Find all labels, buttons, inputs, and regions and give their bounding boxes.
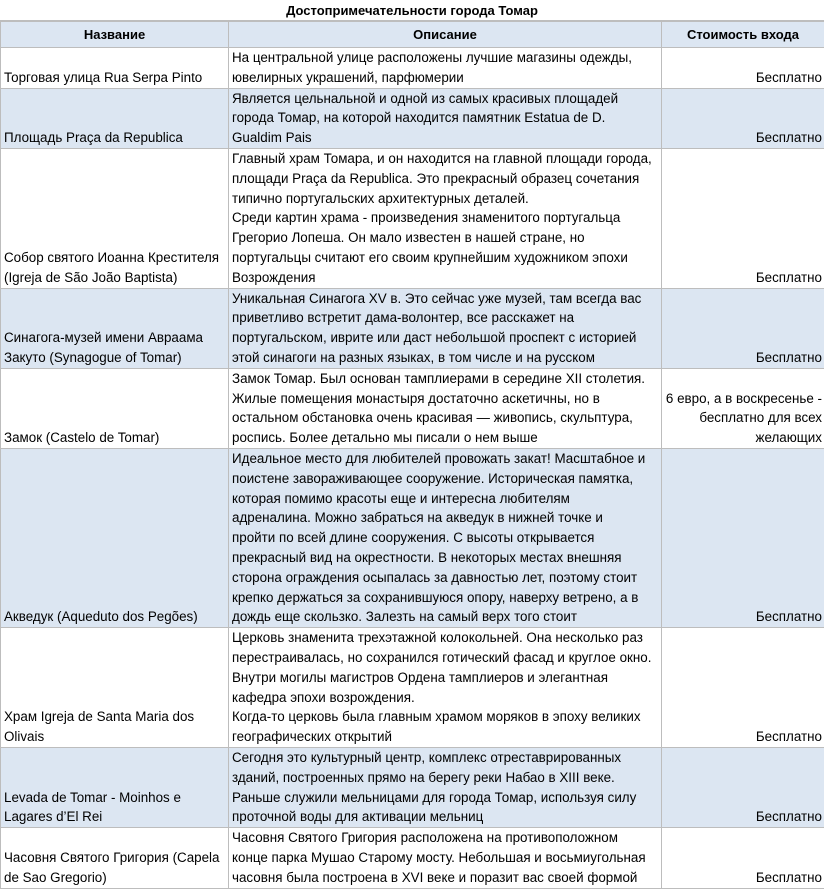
- name-line: Акведук (Aqueduto dos Pegões): [4, 607, 226, 627]
- desc-line: Является цельнальной и одной из самых красивых площадей: [232, 89, 659, 109]
- desc-line: пройти по всей длине сооружения. С высоты открывается: [232, 528, 659, 548]
- attraction-description-cell[interactable]: [229, 448, 662, 627]
- attraction-price-cell[interactable]: [662, 448, 824, 627]
- desc-line: города Томар, на которой находится памятник Estatua de D.: [232, 108, 659, 128]
- desc-line: ювелирных украшений, парфюмерии: [232, 68, 659, 88]
- attraction-description-cell[interactable]: [229, 88, 662, 148]
- name-line: Замок (Castelo de Tomar): [4, 428, 226, 448]
- desc-line: Возрождения: [232, 268, 659, 288]
- desc-line: поистене завораживающее сооружение. Историческая памятка,: [232, 469, 659, 489]
- price-line: Бесплатно: [665, 807, 822, 827]
- attraction-name-cell[interactable]: [1, 448, 229, 627]
- table-row: [1, 48, 824, 89]
- desc-line: португальцы считают его своим крупнейшим художником эпохи: [232, 248, 659, 268]
- desc-line: проточной воды для активации мельниц: [232, 807, 659, 827]
- desc-line: конце парка Мушао Старому мосту. Небольшая и восьмиугольная: [232, 848, 659, 868]
- attraction-price-cell[interactable]: [662, 828, 824, 888]
- column-header-description[interactable]: Описание: [229, 22, 662, 48]
- price-line: Бесплатно: [665, 128, 822, 148]
- attraction-name-cell[interactable]: [1, 828, 229, 888]
- desc-line: Жилые помещения монастыря достаточно аскетичны, но в: [232, 389, 659, 409]
- table-row: [1, 448, 824, 627]
- attraction-price-cell[interactable]: [662, 148, 824, 288]
- desc-line: прекрасный вид на окрестности. В некоторых местах внешняя: [232, 548, 659, 568]
- price-line: Бесплатно: [665, 268, 822, 288]
- desc-line: площади Praça da Republica. Это прекрасный образец сочетания: [232, 169, 659, 189]
- header-row: [1, 22, 824, 48]
- table-row: [1, 747, 824, 827]
- table-row: [1, 368, 824, 448]
- attraction-description-cell[interactable]: [229, 747, 662, 827]
- attractions-table: [0, 21, 824, 889]
- table-row: [1, 288, 824, 368]
- price-line: Бесплатно: [665, 348, 822, 368]
- desc-line: географических открытий: [232, 727, 659, 747]
- desc-line: сторона ограждения осыпалась за давностью лет, поэтому стоит: [232, 568, 659, 588]
- sheet-title: Достопримечательности города Томар: [0, 0, 824, 21]
- desc-line: этой синагоги на разных языках, в том числе и на русском: [232, 348, 659, 368]
- desc-line: часовня была построена в XVI веке и поразит вас своей формой: [232, 868, 659, 888]
- name-line: Синагога-музей имени Авраама: [4, 328, 226, 348]
- attraction-name-cell[interactable]: [1, 88, 229, 148]
- attraction-price-cell[interactable]: [662, 628, 824, 748]
- desc-line: Церковь знаменита трехэтажной колокольней. Она несколько раз: [232, 628, 659, 648]
- desc-line: Часовня Святого Григория расположена на противоположном: [232, 828, 659, 848]
- attraction-description-cell[interactable]: [229, 48, 662, 89]
- desc-line: типично португальских архитектурных деталей.: [232, 189, 659, 209]
- table-row: [1, 148, 824, 288]
- name-line: Lagares d’El Rei: [4, 807, 226, 827]
- price-line: желающих: [665, 428, 822, 448]
- name-line: Levada de Tomar - Moinhos e: [4, 788, 226, 808]
- desc-line: крепко держаться за сохранившуюся опору, наверху ветрено, а в: [232, 588, 659, 608]
- price-line: 6 евро, а в воскресенье -: [665, 389, 822, 409]
- price-line: бесплатно для всех: [665, 408, 822, 428]
- desc-line: Раньше служили мельницами для города Томар, используя силу: [232, 788, 659, 808]
- attraction-name-cell[interactable]: [1, 747, 229, 827]
- attraction-price-cell[interactable]: [662, 88, 824, 148]
- desc-line: Внутри могилы магистров Ордена тамплиеров и элегантная: [232, 668, 659, 688]
- attraction-price-cell[interactable]: [662, 747, 824, 827]
- attraction-price-cell[interactable]: [662, 288, 824, 368]
- name-line: Собор святого Иоанна Крестителя: [4, 248, 226, 268]
- desc-line: остальном обстановка очень красивая — живопись, скульптура,: [232, 408, 659, 428]
- attraction-description-cell[interactable]: [229, 288, 662, 368]
- attraction-name-cell[interactable]: [1, 628, 229, 748]
- attraction-name-cell[interactable]: [1, 288, 229, 368]
- desc-line: Идеальное место для любителей провожать закат! Масштабное и: [232, 449, 659, 469]
- name-line: Olivais: [4, 727, 226, 747]
- desc-line: Замок Томар. Был основан тамплиерами в середине XII столетия.: [232, 369, 659, 389]
- attraction-description-cell[interactable]: [229, 628, 662, 748]
- name-line: Часовня Святого Григория (Capela: [4, 848, 226, 868]
- desc-line: Уникальная Синагога XV в. Это сейчас уже музей, там всегда вас: [232, 289, 659, 309]
- desc-line: приветливо встретит дама-волонтер, все расскажет на: [232, 308, 659, 328]
- attraction-name-cell[interactable]: [1, 148, 229, 288]
- name-line: (Igreja de São João Baptista): [4, 268, 226, 288]
- column-header-name[interactable]: Название: [1, 22, 229, 48]
- attraction-description-cell[interactable]: [229, 828, 662, 888]
- name-line: Храм Igreja de Santa Maria dos: [4, 707, 226, 727]
- desc-line: зданий, построенных прямо на берегу реки Набао в XIII веке.: [232, 768, 659, 788]
- desc-line: Среди картин храма - произведения знаменитого португальца: [232, 208, 659, 228]
- desc-line: Главный храм Томара, и он находится на главной площади города,: [232, 149, 659, 169]
- table-body: [1, 48, 824, 889]
- desc-line: Gualdim Pais: [232, 128, 659, 148]
- attraction-description-cell[interactable]: [229, 148, 662, 288]
- attraction-price-cell[interactable]: [662, 368, 824, 448]
- name-line: Площадь Praça da Republica: [4, 128, 226, 148]
- table-row: [1, 88, 824, 148]
- attraction-description-cell[interactable]: [229, 368, 662, 448]
- price-line: Бесплатно: [665, 868, 822, 888]
- price-line: Бесплатно: [665, 607, 822, 627]
- desc-line: адреналина. Можно забраться на акведук в нижней точке и: [232, 508, 659, 528]
- desc-line: перестраивалась, но сохранился готический фасад и круглое окно.: [232, 648, 659, 668]
- desc-line: которая помимо красоты еще и интересна любителям: [232, 489, 659, 509]
- name-line: de Sao Gregorio): [4, 868, 226, 888]
- name-line: Торговая улица Rua Serpa Pinto: [4, 68, 226, 88]
- desc-line: роспись. Более детально мы писали о нем выше: [232, 428, 659, 448]
- desc-line: дождь еще скользко. Залезть на самый верх того стоит: [232, 607, 659, 627]
- desc-line: кафедра эпохи возрождения.: [232, 688, 659, 708]
- price-line: Бесплатно: [665, 68, 822, 88]
- table-row: [1, 828, 824, 888]
- price-line: Бесплатно: [665, 727, 822, 747]
- attraction-name-cell[interactable]: [1, 368, 229, 448]
- name-line: Закуто (Synagogue of Tomar): [4, 348, 226, 368]
- attraction-price-cell[interactable]: [662, 48, 824, 89]
- desc-line: португальском, иврите или даст небольшой проспект с историей: [232, 328, 659, 348]
- desc-line: Когда-то церковь была главным храмом моряков в эпоху великих: [232, 707, 659, 727]
- column-header-price[interactable]: Стоимость входа: [662, 22, 824, 48]
- attraction-name-cell[interactable]: [1, 48, 229, 89]
- desc-line: Сегодня это культурный центр, комплекс отреставрированных: [232, 748, 659, 768]
- desc-line: Грегорио Лопеша. Он мало известен в нашей стране, но: [232, 228, 659, 248]
- table-row: [1, 628, 824, 748]
- desc-line: На центральной улице расположены лучшие магазины одежды,: [232, 48, 659, 68]
